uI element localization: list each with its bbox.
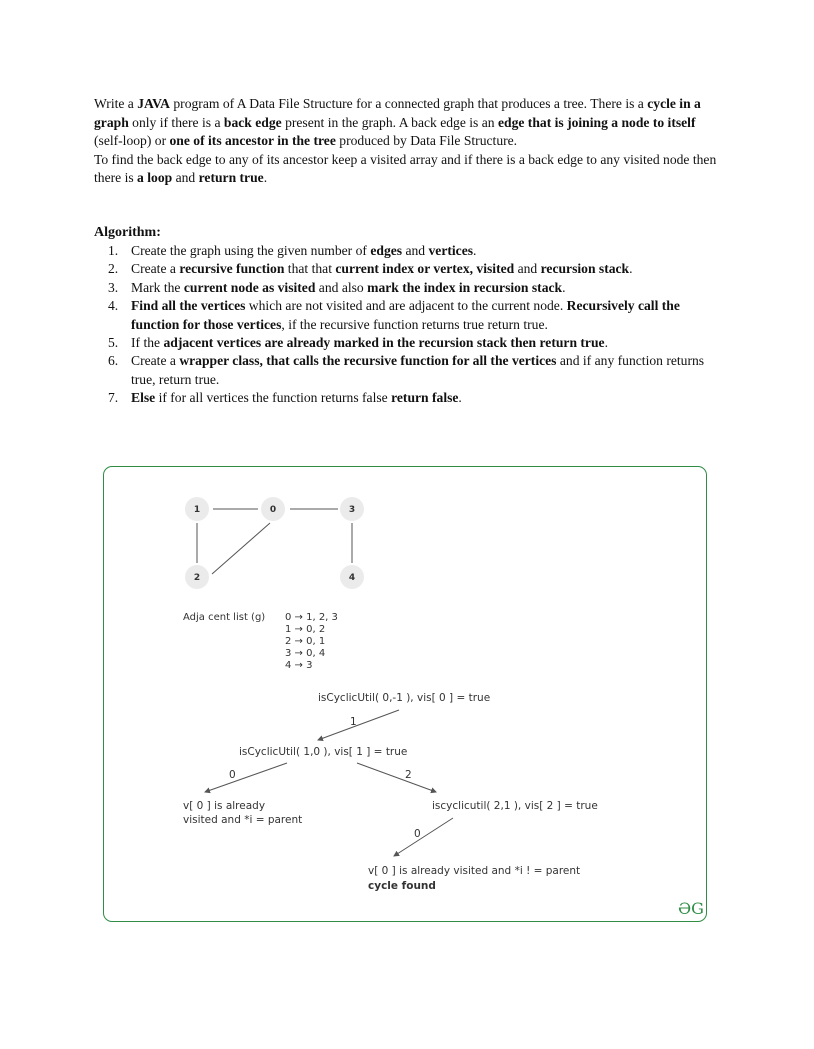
node-label: 4 — [348, 573, 356, 583]
text-run: and — [402, 243, 429, 258]
text-run: . — [263, 170, 268, 185]
step-number: 7. — [108, 390, 119, 406]
text-run: , if the recursive function returns true return true. — [281, 316, 548, 332]
adjacency-row: 1 → 0, 2 — [285, 624, 326, 635]
adjacency-row: 4 → 3 — [285, 660, 313, 671]
text-run: and — [172, 170, 199, 185]
left-note: visited and *i = parent — [183, 814, 303, 826]
edge-0-2 — [212, 523, 270, 574]
adjacency-row: 3 → 0, 4 — [285, 648, 326, 659]
bold-text: Recursively call the function for those vertices — [131, 298, 680, 332]
bold-text: cycle in a graph — [94, 96, 701, 130]
text-run: Mark the — [131, 279, 184, 295]
bold-text: edges — [370, 243, 403, 258]
left-note: v[ 0 ] is already — [183, 800, 266, 812]
bold-text: return true — [198, 170, 264, 185]
text-run: present in the graph. A back edge is an — [281, 114, 498, 130]
arrow-call1-call2 — [357, 763, 436, 792]
arrow-call1-left — [205, 763, 287, 792]
edge-label: 1 — [350, 716, 357, 728]
bold-text: recursive function — [179, 261, 285, 277]
text-run: if for all vertices the function returns false — [155, 390, 392, 406]
step-number: 4. — [108, 298, 119, 314]
edge-label: 0 — [229, 769, 236, 781]
step-number: 3. — [108, 279, 119, 295]
text-run: Create the graph using the given number of — [131, 243, 371, 258]
edge-label: 2 — [405, 769, 412, 781]
final-note: v[ 0 ] is already visited and *i ! = parent — [368, 865, 581, 877]
bold-text: one of its ancestor in the tree — [169, 133, 336, 148]
bold-text: JAVA — [137, 96, 170, 111]
bold-text: wrapper class, that calls the recursive function for all the vertices — [179, 353, 557, 369]
call-0: isCyclicUtil( 0,-1 ), vis[ 0 ] = true — [318, 692, 491, 704]
text-run: Create a — [131, 353, 180, 369]
text-run: . — [473, 243, 477, 258]
node-label: 1 — [193, 505, 201, 515]
edge-label: 0 — [414, 828, 421, 840]
gfg-logo: ƏG — [678, 899, 704, 918]
bold-text: back edge — [223, 114, 282, 130]
step-number: 5. — [108, 335, 119, 351]
text-run: To find the back edge to any of its ancestor keep a visited array and if there is a back edge to any visited node then there is — [94, 151, 717, 185]
text-run: and — [514, 261, 541, 277]
algorithm-heading: Algorithm: — [94, 225, 161, 240]
node-label: 0 — [269, 505, 277, 515]
text-run: . — [604, 335, 608, 351]
text-run: and also — [315, 279, 368, 295]
arrow-call0-call1 — [318, 710, 399, 740]
call-2: iscyclicutil( 2,1 ), vis[ 2 ] = true — [432, 800, 598, 812]
arrow-call2-final — [394, 818, 453, 856]
adjacency-row: 0 → 1, 2, 3 — [285, 612, 338, 623]
text-run: . — [562, 279, 566, 295]
text-run: If the — [131, 335, 164, 351]
text-run: produced by Data File Structure. — [335, 133, 518, 148]
graph-nodes — [185, 497, 364, 589]
bold-text: a loop — [137, 170, 173, 185]
bold-text: current index or vertex, visited — [335, 261, 515, 277]
bold-text: recursion stack — [540, 261, 630, 277]
bold-text: return false — [391, 390, 459, 406]
call-1: isCyclicUtil( 1,0 ), vis[ 1 ] = true — [239, 746, 408, 758]
text-run: Write a — [94, 96, 138, 111]
cycle-found: cycle found — [368, 880, 436, 892]
text-run: (self-loop) or — [94, 133, 170, 148]
bold-text: current node as visited — [183, 279, 316, 295]
text-run: . — [629, 261, 633, 277]
step-number: 6. — [108, 353, 119, 369]
text-run: . — [458, 390, 462, 406]
bold-text: adjacent vertices are already marked in the recursion stack then return true — [163, 335, 605, 351]
node-label: 2 — [193, 573, 201, 583]
bold-text: edge that is joining a node to itself — [497, 114, 696, 130]
adjacency-row: 2 → 0, 1 — [285, 636, 326, 647]
text-run: and if any function returns true, return true. — [131, 353, 705, 387]
step-number: 1. — [108, 243, 119, 258]
text-run: program of A Data File Structure for a connected graph that produces a tree. There is a — [169, 96, 648, 111]
bold-text: Find all the vertices — [131, 298, 246, 314]
text-run: only if there is a — [128, 114, 224, 130]
adjacency-label: Adja cent list (g) — [183, 612, 266, 623]
node-label: 3 — [348, 505, 356, 515]
bold-text: vertices — [428, 243, 474, 258]
text-run: which are not visited and are adjacent to the current node. — [245, 298, 567, 314]
text-run: that that — [284, 261, 336, 277]
step-number: 2. — [108, 261, 119, 277]
bold-text: Else — [131, 390, 156, 406]
bold-text: mark the index in recursion stack — [367, 279, 563, 295]
text-run: Create a — [131, 261, 180, 277]
